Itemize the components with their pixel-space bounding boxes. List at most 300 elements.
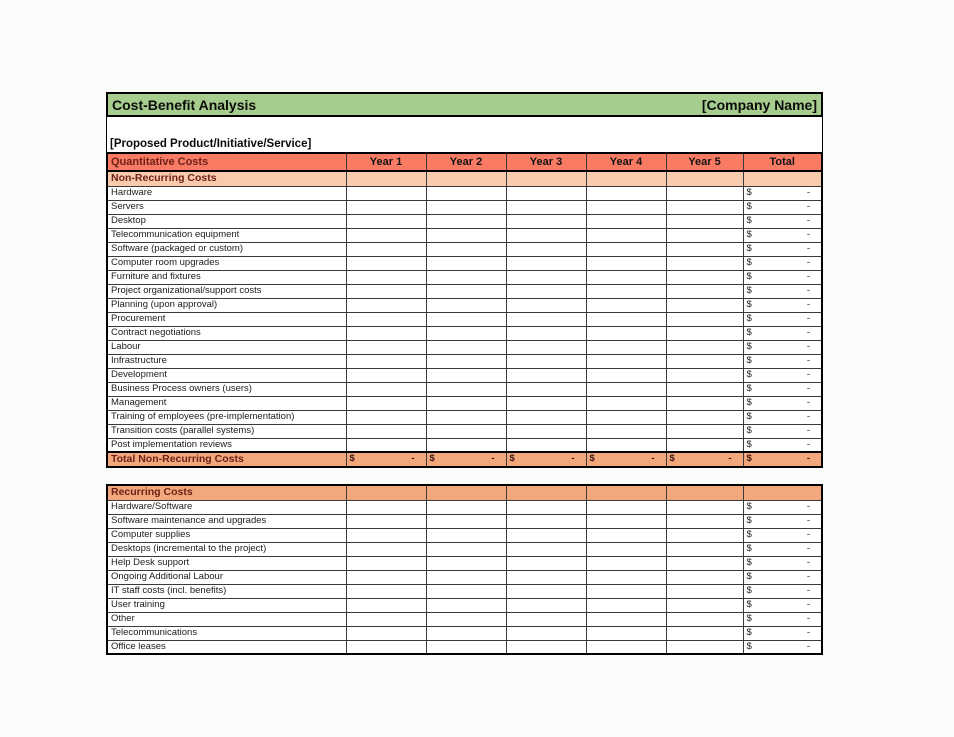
cost-cell[interactable]: [586, 340, 666, 354]
row-total-cell[interactable]: [743, 556, 822, 570]
cost-cell[interactable]: [666, 382, 743, 396]
row-total-cell[interactable]: [743, 570, 822, 584]
row-label: Training of employees (pre-implementation): [107, 410, 346, 424]
cost-cell[interactable]: [586, 298, 666, 312]
dollar-sign: $: [746, 186, 752, 198]
cost-cell[interactable]: [586, 424, 666, 438]
cost-cell[interactable]: [666, 340, 743, 354]
cost-cell[interactable]: [506, 612, 586, 626]
cost-cell[interactable]: [426, 340, 506, 354]
cost-cell[interactable]: [666, 256, 743, 270]
empty-amount: -: [728, 453, 732, 465]
row-label: Desktops (incremental to the project): [107, 542, 346, 556]
cost-cell[interactable]: [666, 354, 743, 368]
cost-cell[interactable]: [666, 424, 743, 438]
cost-cell[interactable]: [666, 214, 743, 228]
cost-cell[interactable]: [346, 528, 426, 542]
cost-cell[interactable]: [666, 396, 743, 410]
cost-cell[interactable]: [426, 570, 506, 584]
table-row: [107, 640, 822, 654]
cost-cell[interactable]: [426, 270, 506, 284]
cost-cell[interactable]: [426, 500, 506, 514]
dollar-sign: $: [746, 438, 752, 450]
cost-cell[interactable]: [346, 340, 426, 354]
cost-cell[interactable]: [666, 186, 743, 200]
dollar-sign: $: [746, 626, 752, 638]
row-label: Planning (upon approval): [107, 298, 346, 312]
empty-amount: -: [806, 382, 810, 394]
table-row: [107, 284, 822, 298]
empty-amount: -: [806, 424, 810, 436]
dollar-sign: $: [746, 354, 752, 366]
cost-cell[interactable]: [426, 598, 506, 612]
row-total-cell[interactable]: [743, 640, 822, 654]
cost-cell[interactable]: [346, 612, 426, 626]
cost-cell[interactable]: [666, 485, 743, 500]
cost-cell[interactable]: [506, 368, 586, 382]
row-total-cell[interactable]: [743, 382, 822, 396]
row-total-cell[interactable]: [743, 312, 822, 326]
row-total-cell[interactable]: [743, 598, 822, 612]
table-row: [107, 340, 822, 354]
empty-amount: -: [806, 556, 810, 568]
table-row: [107, 200, 822, 214]
empty-amount: -: [806, 284, 810, 296]
cost-cell[interactable]: [506, 256, 586, 270]
cost-cell[interactable]: [346, 326, 426, 340]
cost-cell[interactable]: [666, 612, 743, 626]
cost-cell[interactable]: [346, 410, 426, 424]
dollar-sign: $: [746, 270, 752, 282]
row-total-cell[interactable]: [743, 424, 822, 438]
dollar-sign: $: [746, 326, 752, 338]
cost-benefit-sheet: [106, 92, 823, 655]
cost-cell[interactable]: [586, 214, 666, 228]
total-cell[interactable]: [506, 452, 586, 467]
dollar-sign: $: [746, 612, 752, 624]
cost-cell[interactable]: [506, 270, 586, 284]
row-label: Contract negotiations: [107, 326, 346, 340]
empty-amount: -: [806, 514, 810, 526]
cost-cell[interactable]: [346, 298, 426, 312]
dollar-sign: $: [509, 453, 515, 465]
cost-cell[interactable]: [506, 228, 586, 242]
row-total-cell[interactable]: [743, 626, 822, 640]
cost-cell[interactable]: [586, 242, 666, 256]
cost-cell[interactable]: [666, 640, 743, 654]
row-total-cell[interactable]: [743, 186, 822, 200]
cost-cell[interactable]: [346, 584, 426, 598]
empty-amount: -: [491, 453, 495, 465]
row-total-cell[interactable]: [743, 612, 822, 626]
dollar-sign: $: [746, 500, 752, 512]
row-label: Hardware: [107, 186, 346, 200]
cost-cell[interactable]: [426, 326, 506, 340]
cost-cell[interactable]: [586, 382, 666, 396]
cost-cell[interactable]: [506, 542, 586, 556]
cost-cell[interactable]: [346, 570, 426, 584]
cost-cell[interactable]: [426, 514, 506, 528]
cost-cell[interactable]: [666, 500, 743, 514]
cost-cell[interactable]: [346, 500, 426, 514]
table-row: [107, 424, 822, 438]
cost-cell[interactable]: [506, 186, 586, 200]
cost-cell[interactable]: [426, 256, 506, 270]
cost-cell[interactable]: [346, 626, 426, 640]
cost-cell[interactable]: [506, 312, 586, 326]
cost-cell[interactable]: [666, 528, 743, 542]
empty-amount: -: [806, 242, 810, 254]
row-label: User training: [107, 598, 346, 612]
cost-cell[interactable]: [666, 514, 743, 528]
empty-amount: -: [806, 256, 810, 268]
empty-amount: -: [806, 340, 810, 352]
cost-cell[interactable]: [346, 542, 426, 556]
cost-cell[interactable]: [426, 556, 506, 570]
empty-amount: -: [806, 200, 810, 212]
dollar-sign: $: [746, 340, 752, 352]
total-cell[interactable]: [743, 452, 822, 467]
cost-cell[interactable]: [666, 298, 743, 312]
empty-amount: -: [806, 570, 810, 582]
cost-cell[interactable]: [346, 256, 426, 270]
cost-cell[interactable]: [586, 186, 666, 200]
cost-cell[interactable]: [346, 640, 426, 654]
cost-cell[interactable]: [506, 242, 586, 256]
empty-amount: -: [806, 186, 810, 198]
table-row: [107, 542, 822, 556]
cost-cell[interactable]: [506, 626, 586, 640]
table-row: [107, 382, 822, 396]
empty-amount: -: [806, 640, 810, 652]
cost-cell[interactable]: [506, 396, 586, 410]
cost-cell[interactable]: [506, 382, 586, 396]
cost-cell[interactable]: [586, 326, 666, 340]
row-label: Software (packaged or custom): [107, 242, 346, 256]
non-recurring-costs-table: [106, 152, 823, 468]
empty-amount: -: [806, 453, 810, 465]
cost-cell[interactable]: [666, 570, 743, 584]
total-header: Total: [743, 153, 822, 171]
cost-cell[interactable]: [506, 424, 586, 438]
dollar-sign: $: [669, 453, 675, 465]
cost-cell[interactable]: [506, 298, 586, 312]
row-total-cell[interactable]: [743, 584, 822, 598]
row-total-cell[interactable]: [743, 326, 822, 340]
proposed-product-label[interactable]: [Proposed Product/Initiative/Service]: [110, 138, 312, 150]
empty-amount: -: [806, 228, 810, 240]
cost-cell[interactable]: [346, 312, 426, 326]
cost-cell[interactable]: [666, 598, 743, 612]
row-total-cell[interactable]: [743, 438, 822, 452]
cost-cell[interactable]: [426, 438, 506, 452]
cost-cell[interactable]: [586, 396, 666, 410]
total-cell[interactable]: [666, 452, 743, 467]
dollar-sign: $: [746, 284, 752, 296]
cost-cell[interactable]: [346, 485, 426, 500]
table-row: [107, 528, 822, 542]
dollar-sign: $: [746, 598, 752, 610]
row-total-cell[interactable]: [743, 514, 822, 528]
cost-cell[interactable]: [346, 598, 426, 612]
cost-cell[interactable]: [586, 514, 666, 528]
dollar-sign: $: [746, 298, 752, 310]
cost-cell[interactable]: [346, 200, 426, 214]
cost-cell[interactable]: [506, 500, 586, 514]
cost-cell[interactable]: [586, 312, 666, 326]
row-total-cell[interactable]: [743, 340, 822, 354]
cost-cell[interactable]: [586, 528, 666, 542]
cost-cell[interactable]: [346, 382, 426, 396]
row-label: Telecommunication equipment: [107, 228, 346, 242]
row-label: Procurement: [107, 312, 346, 326]
table-row: [107, 438, 822, 452]
dollar-sign: $: [746, 570, 752, 582]
cost-cell[interactable]: [426, 242, 506, 256]
cost-cell[interactable]: [586, 485, 666, 500]
cost-cell[interactable]: [666, 542, 743, 556]
cost-cell[interactable]: [346, 171, 426, 186]
empty-amount: -: [806, 270, 810, 282]
cost-cell[interactable]: [666, 556, 743, 570]
empty-amount: -: [806, 326, 810, 338]
cost-cell[interactable]: [586, 626, 666, 640]
total-cell[interactable]: [586, 452, 666, 467]
dollar-sign: $: [349, 453, 355, 465]
empty-amount: -: [806, 438, 810, 450]
row-total-cell[interactable]: [743, 542, 822, 556]
cost-cell[interactable]: [506, 598, 586, 612]
total-non-recurring-row: [107, 452, 822, 467]
total-cell[interactable]: [346, 452, 426, 467]
cost-cell[interactable]: [586, 584, 666, 598]
row-label: Business Process owners (users): [107, 382, 346, 396]
cost-cell[interactable]: [426, 298, 506, 312]
cost-cell[interactable]: [586, 228, 666, 242]
empty-amount: -: [806, 542, 810, 554]
cost-cell[interactable]: [666, 326, 743, 340]
cost-cell[interactable]: [586, 256, 666, 270]
row-total-cell[interactable]: [743, 298, 822, 312]
empty-amount: -: [571, 453, 575, 465]
cost-cell[interactable]: [346, 228, 426, 242]
table-row: [107, 396, 822, 410]
cost-cell[interactable]: [426, 284, 506, 298]
cost-cell[interactable]: [426, 528, 506, 542]
cost-cell[interactable]: [586, 438, 666, 452]
year1-header: Year 1: [346, 153, 426, 171]
cost-cell[interactable]: [426, 382, 506, 396]
cost-cell[interactable]: [666, 438, 743, 452]
row-label: Ongoing Additional Labour: [107, 570, 346, 584]
table-row: [107, 612, 822, 626]
dollar-sign: $: [746, 410, 752, 422]
cost-cell[interactable]: [666, 284, 743, 298]
cost-cell[interactable]: [346, 556, 426, 570]
row-total-cell[interactable]: [743, 214, 822, 228]
company-name-placeholder[interactable]: [Company Name]: [701, 96, 817, 113]
dollar-sign: $: [746, 514, 752, 526]
cost-cell[interactable]: [346, 270, 426, 284]
cost-cell[interactable]: [506, 514, 586, 528]
cost-cell[interactable]: [346, 396, 426, 410]
cost-cell[interactable]: [426, 626, 506, 640]
cost-cell[interactable]: [426, 354, 506, 368]
cost-cell[interactable]: [586, 284, 666, 298]
cost-cell[interactable]: [506, 410, 586, 424]
title-bar: [106, 92, 823, 117]
year2-header: Year 2: [426, 153, 506, 171]
cost-cell[interactable]: [506, 438, 586, 452]
row-total-cell[interactable]: [743, 396, 822, 410]
empty-amount: -: [651, 453, 655, 465]
cost-cell[interactable]: [346, 284, 426, 298]
row-total-cell[interactable]: [743, 528, 822, 542]
cost-cell[interactable]: [586, 368, 666, 382]
row-total-cell[interactable]: [743, 200, 822, 214]
recurring-section-label: Recurring Costs: [107, 485, 346, 500]
cost-cell[interactable]: [506, 570, 586, 584]
cost-cell[interactable]: [426, 542, 506, 556]
cost-cell[interactable]: [426, 200, 506, 214]
cost-cell[interactable]: [506, 354, 586, 368]
cost-cell[interactable]: [666, 200, 743, 214]
cost-cell[interactable]: [506, 200, 586, 214]
dollar-sign: $: [746, 382, 752, 394]
cost-cell[interactable]: [666, 171, 743, 186]
row-total-cell[interactable]: [743, 242, 822, 256]
cost-cell[interactable]: [346, 424, 426, 438]
cost-cell[interactable]: [346, 368, 426, 382]
dollar-sign: $: [589, 453, 595, 465]
cost-cell[interactable]: [586, 171, 666, 186]
cost-cell[interactable]: [666, 584, 743, 598]
cost-cell[interactable]: [346, 214, 426, 228]
cost-cell[interactable]: [346, 242, 426, 256]
cost-cell[interactable]: [506, 485, 586, 500]
cost-cell[interactable]: [426, 424, 506, 438]
dollar-sign: $: [746, 396, 752, 408]
cost-cell[interactable]: [426, 171, 506, 186]
non-recurring-section-row: [107, 171, 822, 186]
cost-cell[interactable]: [586, 570, 666, 584]
cost-cell[interactable]: [586, 500, 666, 514]
cost-cell[interactable]: [666, 410, 743, 424]
cost-cell[interactable]: [426, 485, 506, 500]
cost-cell[interactable]: [666, 626, 743, 640]
dollar-sign: $: [746, 528, 752, 540]
cost-cell[interactable]: [666, 242, 743, 256]
cost-cell[interactable]: [426, 612, 506, 626]
cost-cell[interactable]: [586, 270, 666, 284]
cost-cell[interactable]: [743, 485, 822, 500]
cost-cell[interactable]: [586, 612, 666, 626]
dollar-sign: $: [746, 556, 752, 568]
cost-cell[interactable]: [426, 584, 506, 598]
empty-amount: -: [806, 410, 810, 422]
cost-cell[interactable]: [426, 396, 506, 410]
cost-cell[interactable]: [426, 186, 506, 200]
row-total-cell[interactable]: [743, 228, 822, 242]
row-total-cell[interactable]: [743, 368, 822, 382]
table-row: [107, 514, 822, 528]
cost-cell[interactable]: [426, 640, 506, 654]
cost-cell[interactable]: [586, 354, 666, 368]
cost-cell[interactable]: [506, 640, 586, 654]
cost-cell[interactable]: [666, 270, 743, 284]
row-label: Project organizational/support costs: [107, 284, 346, 298]
empty-amount: -: [806, 612, 810, 624]
row-label: Help Desk support: [107, 556, 346, 570]
cost-cell[interactable]: [743, 171, 822, 186]
empty-amount: -: [806, 298, 810, 310]
cost-cell[interactable]: [346, 354, 426, 368]
cost-cell[interactable]: [506, 171, 586, 186]
empty-amount: -: [806, 368, 810, 380]
table-row: [107, 368, 822, 382]
table-row: [107, 500, 822, 514]
row-total-cell[interactable]: [743, 500, 822, 514]
empty-amount: -: [806, 528, 810, 540]
cost-cell[interactable]: [426, 312, 506, 326]
row-label: Computer supplies: [107, 528, 346, 542]
row-label: IT staff costs (incl. benefits): [107, 584, 346, 598]
cost-cell[interactable]: [426, 368, 506, 382]
cost-cell[interactable]: [586, 542, 666, 556]
cost-cell[interactable]: [506, 214, 586, 228]
dollar-sign: $: [429, 453, 435, 465]
cost-cell[interactable]: [666, 228, 743, 242]
row-total-cell[interactable]: [743, 354, 822, 368]
cost-cell[interactable]: [586, 598, 666, 612]
cost-cell[interactable]: [506, 326, 586, 340]
cost-cell[interactable]: [506, 340, 586, 354]
total-cell[interactable]: [426, 452, 506, 467]
cost-cell[interactable]: [506, 528, 586, 542]
row-label: Computer room upgrades: [107, 256, 346, 270]
cost-cell[interactable]: [506, 584, 586, 598]
cost-cell[interactable]: [586, 640, 666, 654]
table-row: [107, 256, 822, 270]
cost-cell[interactable]: [426, 410, 506, 424]
cost-cell[interactable]: [666, 368, 743, 382]
row-total-cell[interactable]: [743, 284, 822, 298]
cost-cell[interactable]: [586, 410, 666, 424]
row-total-cell[interactable]: [743, 410, 822, 424]
cost-cell[interactable]: [586, 200, 666, 214]
empty-amount: -: [806, 598, 810, 610]
table-row: [107, 186, 822, 200]
dollar-sign: $: [746, 542, 752, 554]
row-label: Office leases: [107, 640, 346, 654]
cost-cell[interactable]: [666, 312, 743, 326]
cost-cell[interactable]: [506, 556, 586, 570]
cost-cell[interactable]: [346, 514, 426, 528]
year3-header: Year 3: [506, 153, 586, 171]
cost-cell[interactable]: [586, 556, 666, 570]
row-label: Desktop: [107, 214, 346, 228]
row-label: Infrastructure: [107, 354, 346, 368]
dollar-sign: $: [746, 584, 752, 596]
row-total-cell[interactable]: [743, 270, 822, 284]
cost-cell[interactable]: [506, 284, 586, 298]
cost-cell[interactable]: [346, 186, 426, 200]
table-row: [107, 228, 822, 242]
row-total-cell[interactable]: [743, 256, 822, 270]
cost-cell[interactable]: [346, 438, 426, 452]
cost-cell[interactable]: [426, 214, 506, 228]
cost-cell[interactable]: [426, 228, 506, 242]
